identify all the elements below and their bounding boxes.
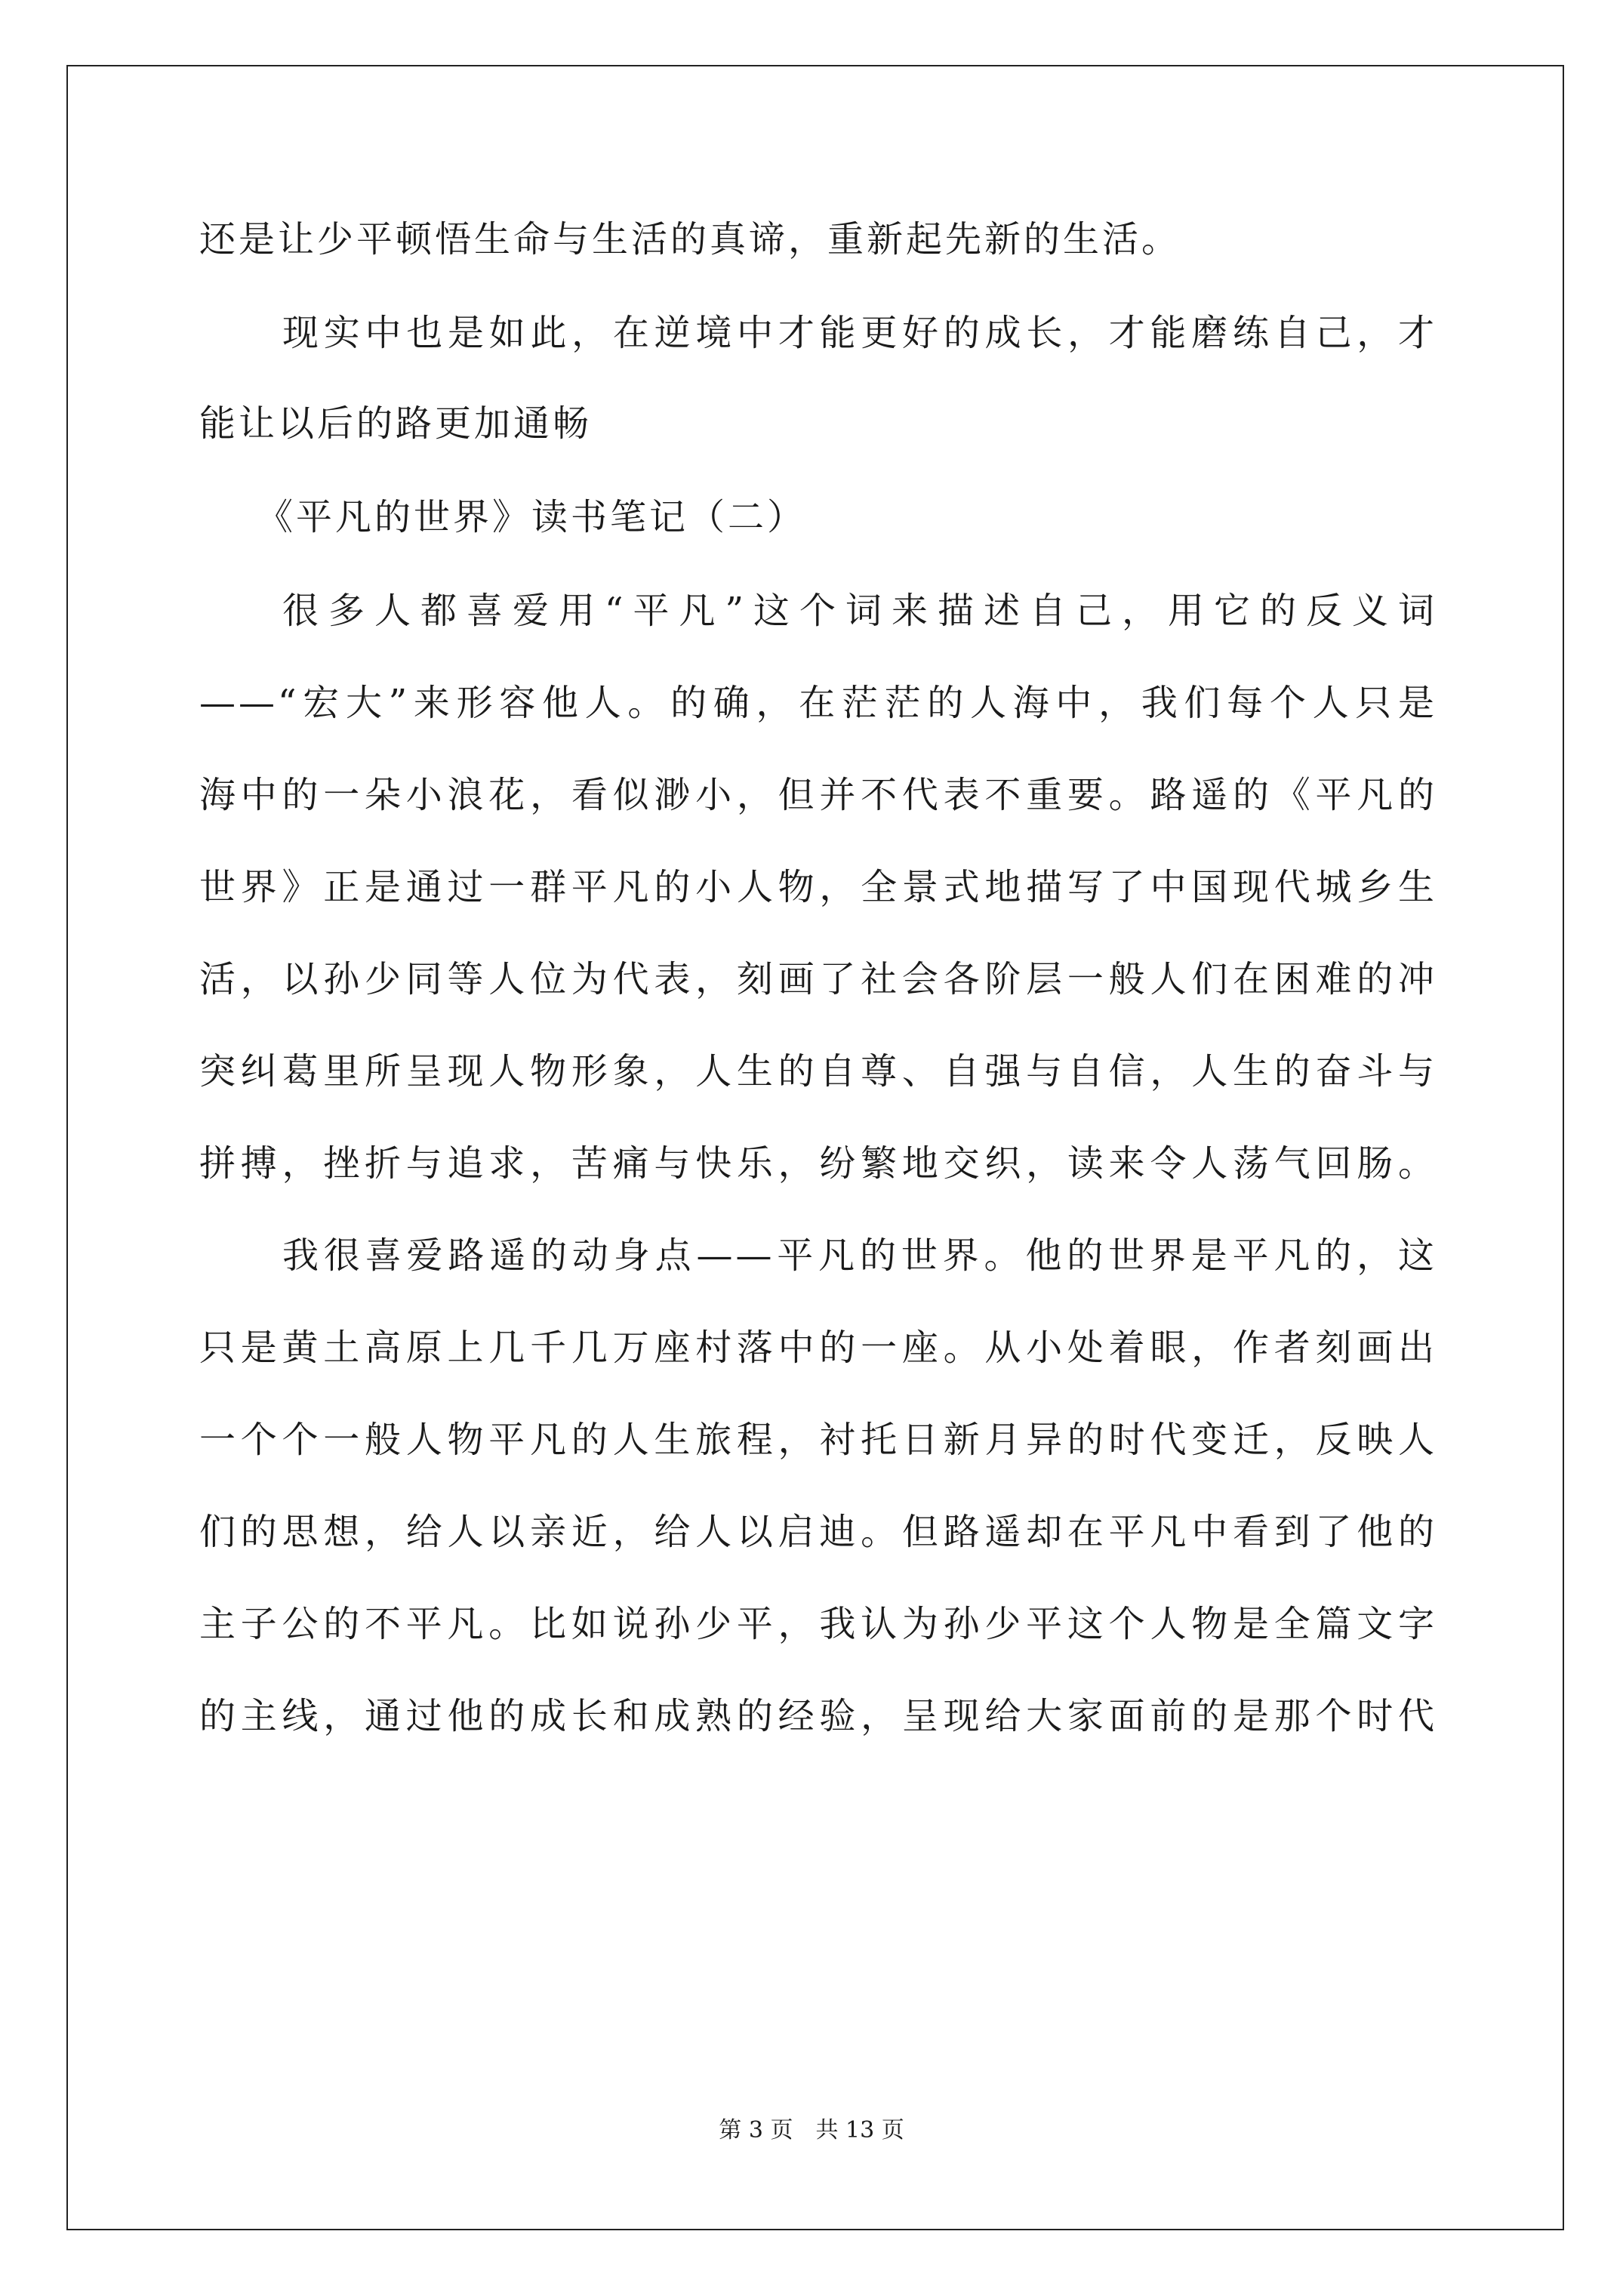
- text-line: 们的思想，给人以亲近，给人以启迪。但路遥却在平凡中看到了他的: [199, 1511, 1437, 1553]
- text-line: 很多人都喜爱用“平凡”这个词来描述自己，用它的反义词: [282, 590, 1437, 632]
- page-number: 第 3 页 共 13 页: [719, 2117, 904, 2143]
- text-line: 的主线，通过他的成长和成熟的经验，呈现给大家面前的是那个时代: [199, 1695, 1437, 1737]
- text-line: ——“宏大”来形容他人。的确，在茫茫的人海中，我们每个人只是: [199, 682, 1437, 724]
- text-line: 还是让少平顿悟生命与生活的真谛，重新起先新的生活。: [199, 218, 1181, 260]
- text-line: 海中的一朵小浪花，看似渺小，但并不代表不重要。路遥的《平凡的: [199, 774, 1437, 816]
- text-line: 活，以孙少同等人位为代表，刻画了社会各阶层一般人们在困难的冲: [199, 958, 1437, 1000]
- text-line: 能让以后的路更加通畅: [199, 402, 593, 445]
- text-line: 突纠葛里所呈现人物形象，人生的自尊、自强与自信，人生的奋斗与: [199, 1050, 1437, 1093]
- text-line: 现实中也是如此，在逆境中才能更好的成长，才能磨练自己，才: [282, 312, 1437, 354]
- section-heading: 《平凡的世界》读书笔记（二）: [257, 496, 807, 538]
- text-line: 拼搏，挫折与追求，苦痛与快乐，纷繁地交织，读来令人荡气回肠。: [199, 1142, 1437, 1185]
- text-line: 主子公的不平凡。比如说孙少平，我认为孙少平这个人物是全篇文字: [199, 1603, 1437, 1645]
- text-line: 世界》正是通过一群平凡的小人物，全景式地描写了中国现代城乡生: [199, 866, 1437, 908]
- text-line: 一个个一般人物平凡的人生旅程，衬托日新月异的时代变迁，反映人: [199, 1419, 1437, 1461]
- text-line: 我很喜爱路遥的动身点——平凡的世界。他的世界是平凡的，这: [282, 1234, 1437, 1277]
- text-line: 只是黄土高原上几千几万座村落中的一座。从小处着眼，作者刻画出: [199, 1327, 1437, 1369]
